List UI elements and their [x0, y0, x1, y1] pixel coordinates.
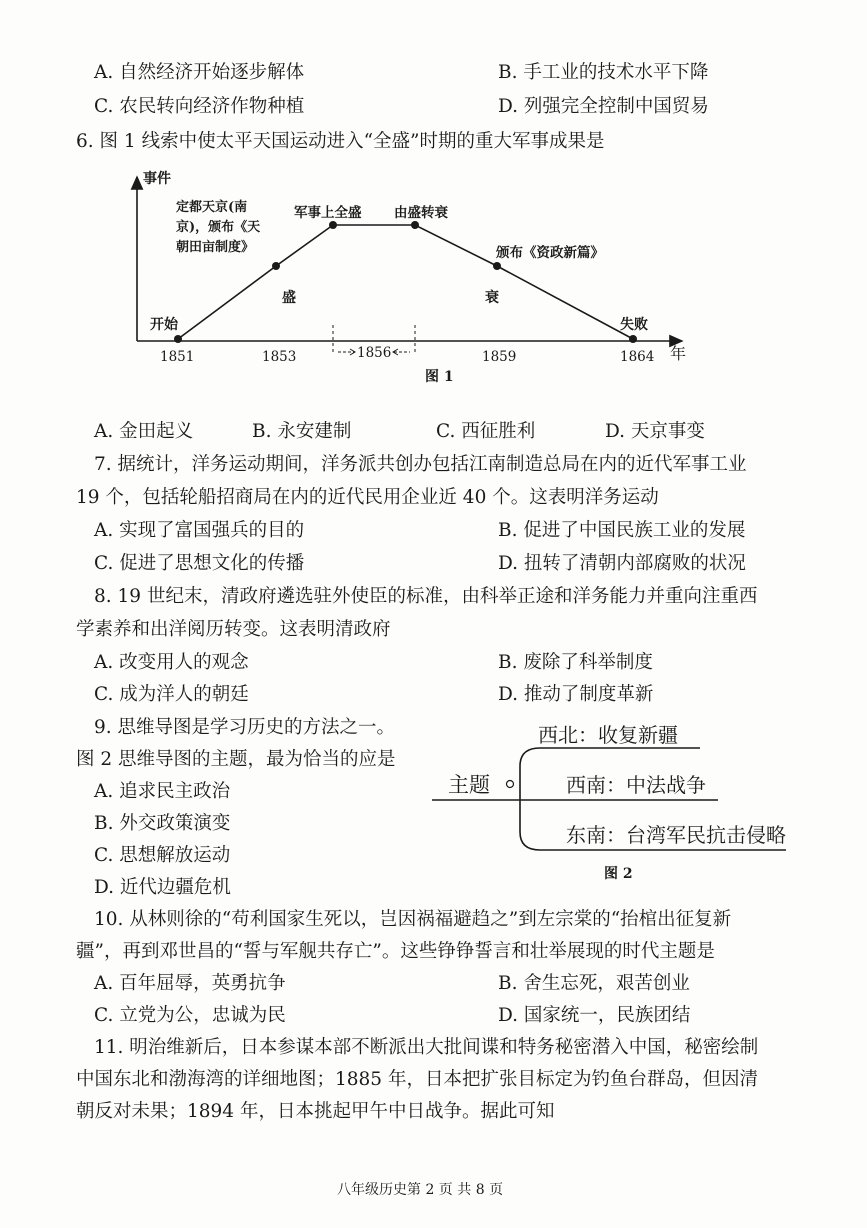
- q8-stem-line2: 学素养和出洋阅历转变。这表明清政府: [76, 619, 391, 640]
- mind-map-branch-southeast: 东南：台湾军民抗击侵略: [566, 823, 786, 847]
- q11-stem-line1: 11. 明治维新后，日本参谋本部不断派出大批间谍和特务秘密潜入中国，秘密绘制: [94, 1037, 759, 1058]
- year-1853: 1853: [262, 349, 297, 365]
- point-1859: [493, 262, 501, 270]
- q10-option-b: B. 舍生忘死，艰苦创业: [498, 973, 690, 994]
- q10-option-a: A. 百年屈辱，英勇抗争: [94, 973, 286, 994]
- year-1859: 1859: [482, 349, 517, 365]
- figure-2-caption: 图 2: [604, 866, 633, 882]
- q8-option-d: D. 推动了制度革新: [498, 684, 654, 705]
- q7-option-c: C. 促进了思想文化的传播: [94, 553, 305, 574]
- q10-option-d: D. 国家统一，民族团结: [498, 1005, 691, 1026]
- point-1864: [629, 335, 637, 343]
- q11-stem-line3: 朝反对未果；1894 年，日本挑起甲午中日战争。据此可知: [76, 1101, 555, 1122]
- q5-option-c: C. 农民转向经济作物种植: [94, 96, 305, 117]
- q10-stem-line2: 疆”，再到邓世昌的“誓与军舰共存亡”。这些铮铮誓言和壮举展现的时代主题是: [76, 941, 715, 962]
- event-capital-1: 定都天京(南: [176, 200, 248, 215]
- q7-option-d: D. 扭转了清朝内部腐败的状况: [498, 553, 746, 574]
- q9-option-c: C. 思想解放运动: [94, 845, 231, 866]
- q8-option-c: C. 成为洋人的朝廷: [94, 684, 249, 705]
- q7-option-b: B. 促进了中国民族工业的发展: [498, 520, 746, 541]
- q7-stem-line2: 19 个，包括轮船招商局在内的近代民用企业近 40 个。这表明洋务运动: [76, 487, 659, 508]
- event-capital-3: 朝田亩制度》: [176, 240, 255, 255]
- q6-option-a: A. 金田起义: [94, 421, 194, 442]
- event-start: 开始: [150, 317, 178, 333]
- point-peak-end: [411, 221, 419, 229]
- q11-stem-line2: 中国东北和渤海湾的详细地图；1885 年，日本把扩张目标定为钓鱼台群岛，但因清: [76, 1069, 758, 1090]
- q7-stem-line1: 7. 据统计，洋务运动期间，洋务派共创办包括江南制造总局在内的近代军事工业: [94, 454, 747, 475]
- mind-map-topic: 主题: [448, 773, 490, 797]
- phase-rise: 盛: [282, 290, 296, 306]
- q7-option-a: A. 实现了富国强兵的目的: [94, 520, 305, 541]
- q6-option-d: D. 天京事变: [605, 421, 705, 442]
- q9-stem-line1: 9. 思维导图是学习历史的方法之一。: [94, 717, 396, 738]
- event-capital-2: 京)，颁布《天: [176, 220, 261, 235]
- q5-option-a: A. 自然经济开始逐步解体: [94, 62, 305, 83]
- event-defeat: 失败: [620, 317, 648, 333]
- figure-1-caption: 图 1: [425, 369, 454, 385]
- mind-map-branch-northwest: 西北：收复新疆: [538, 723, 678, 747]
- q6-stem: 6. 图 1 线索中使太平天国运动进入“全盛”时期的重大军事成果是: [76, 131, 605, 152]
- topic-node-icon: [507, 781, 514, 788]
- q6-option-c: C. 西征胜利: [436, 421, 536, 442]
- point-1851: [174, 335, 182, 343]
- x-axis-unit: 年: [670, 344, 687, 363]
- year-1856: 1856: [357, 345, 392, 361]
- phase-fall: 衰: [485, 290, 499, 306]
- q10-stem-line1: 10. 从林则徐的“苟利国家生死以，岂因祸福避趋之”到左宗棠的“抬棺出征复新: [94, 909, 732, 930]
- q8-stem-line1: 8. 19 世纪末，清政府遴选驻外使臣的标准，由科举正途和洋务能力并重向注重西: [94, 586, 758, 607]
- q10-option-c: C. 立党为公，忠诚为民: [94, 1005, 286, 1026]
- year-1864: 1864: [620, 349, 655, 365]
- figure-2-mind-map: [0, 710, 867, 890]
- q9-stem-line2: 图 2 思维导图的主题，最为恰当的应是: [76, 749, 396, 770]
- event-peak: 军事上全盛: [294, 205, 362, 221]
- q9-option-a: A. 追求民主政治: [94, 781, 231, 802]
- point-1853: [272, 262, 280, 270]
- year-1851: 1851: [160, 349, 195, 365]
- y-axis-label: 事件: [143, 171, 171, 187]
- q9-option-b: B. 外交政策演变: [94, 813, 231, 834]
- event-new-text: 颁布《资政新篇》: [496, 245, 604, 261]
- event-decline: 由盛转衰: [394, 205, 448, 221]
- q5-option-b: B. 手工业的技术水平下降: [498, 62, 709, 83]
- q9-option-d: D. 近代边疆危机: [94, 877, 231, 898]
- point-peak-start: [329, 221, 337, 229]
- q8-option-b: B. 废除了科举制度: [498, 652, 653, 673]
- page-footer: 八年级历史第 2 页 共 8 页: [337, 1182, 504, 1198]
- q5-option-d: D. 列强完全控制中国贸易: [498, 96, 709, 117]
- q6-option-b: B. 永安建制: [252, 421, 352, 442]
- mind-map-branch-southwest: 西南：中法战争: [566, 773, 706, 797]
- q8-option-a: A. 改变用人的观念: [94, 652, 249, 673]
